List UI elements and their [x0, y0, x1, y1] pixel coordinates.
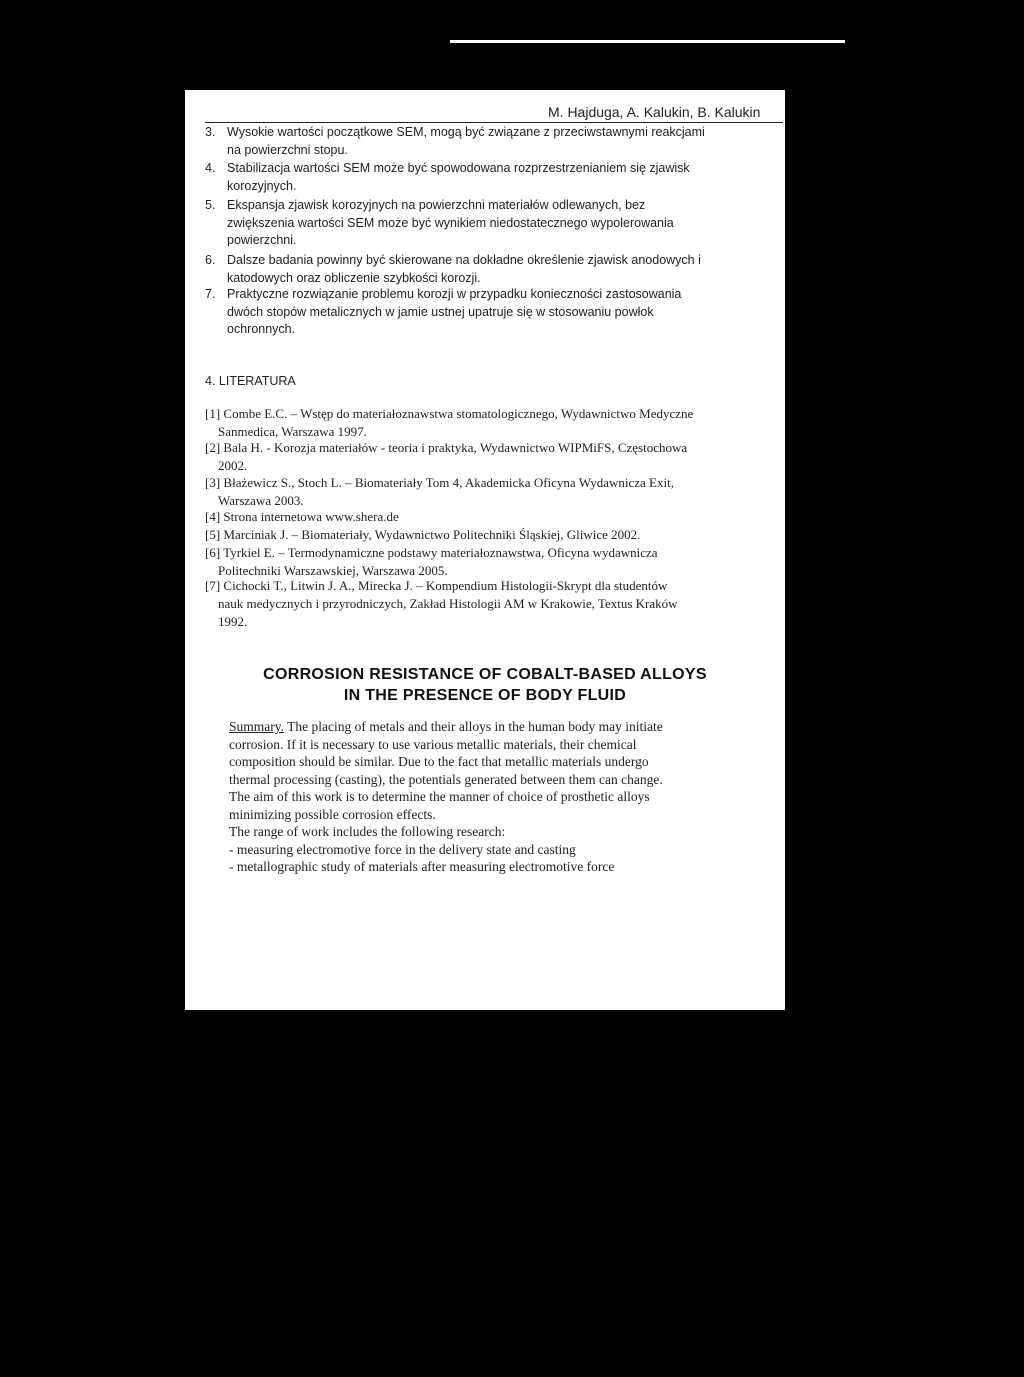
- conclusion-line: ochronnych.: [227, 322, 296, 336]
- reference-line: 1992.: [218, 614, 248, 629]
- reference-4: [205, 508, 399, 526]
- reference-line: [1] Combe E.C. – Wstęp do materiałoznawstwa stomatologicznego, Wydawnictwo Medyczne: [205, 406, 694, 421]
- conclusion-line: korozyjnych.: [227, 178, 297, 193]
- reference-5: [205, 526, 640, 544]
- conclusion-line: powierzchni.: [227, 233, 297, 247]
- reference-line: [6] Tyrkiel E. – Termodynamiczne podstawy materiałoznawstwa, Oficyna wydawnicza: [205, 545, 658, 560]
- english-title-line: IN THE PRESENCE OF BODY FLUID: [343, 687, 627, 704]
- reference-1: [205, 405, 693, 441]
- reference-line: 2002.: [218, 458, 248, 473]
- summary-line: The range of work includes the following research:: [229, 824, 506, 839]
- conclusion-line: Praktyczne rozwiązanie problemu korozji w przypadku konieczności zastosowania: [227, 287, 682, 301]
- summary-label: Summary.: [229, 719, 284, 734]
- conclusion-number: 4.: [205, 161, 216, 175]
- reference-line: [5] Marciniak J. – Biomateriały, Wydawnictwo Politechniki Śląskiej, Gliwice 2002.: [205, 527, 641, 542]
- running-header: M. Hajduga, A. Kalukin, B. Kalukin: [548, 104, 761, 120]
- english-title: [185, 664, 785, 706]
- summary-block: [229, 718, 757, 876]
- summary-text: The placing of metals and their alloys in the human body may initiate: [284, 719, 663, 734]
- reference-line: Politechniki Warszawskiej, Warszawa 2005.: [218, 563, 448, 578]
- reference-3: [205, 474, 674, 510]
- reference-line: [2] Bala H. - Korozja materiałów - teoria i praktyka, Wydawnictwo WIPMiFS, Częstochowa: [205, 440, 688, 455]
- reference-line: nauk medycznych i przyrodniczych, Zakład Histologii AM w Krakowie, Textus Kraków: [218, 596, 678, 611]
- summary-line: composition should be similar. Due to the fact that metallic materials undergo: [229, 754, 649, 769]
- header-rule: [205, 122, 783, 123]
- reference-line: Sanmedica, Warszawa 1997.: [218, 424, 367, 439]
- conclusion-number: 3.: [205, 125, 216, 139]
- conclusion-item-6: [205, 252, 782, 287]
- conclusion-line: Wysokie wartości początkowe SEM, mogą być związane z przeciwstawnymi reakcjami: [227, 125, 705, 139]
- reference-line: [4] Strona internetowa www.shera.de: [205, 509, 399, 524]
- summary-line: The aim of this work is to determine the manner of choice of prosthetic alloys: [229, 789, 650, 804]
- reference-6: [205, 544, 658, 580]
- reference-line: [3] Błażewicz S., Stoch L. – Biomateriały Tom 4, Akademicka Oficyna Wydawnicza Exit,: [205, 475, 674, 490]
- conclusion-line: Stabilizacja wartości SEM może być spowodowana rozprzestrzenianiem się zjawisk: [227, 161, 690, 175]
- conclusion-line: Dalsze badania powinny być skierowane na dokładne określenie zjawisk anodowych i: [227, 253, 701, 267]
- conclusion-line: katodowych oraz obliczenie szybkości korozji.: [227, 270, 481, 285]
- summary-line: minimizing possible corrosion effects.: [229, 806, 436, 822]
- english-title-line: CORROSION RESISTANCE OF COBALT-BASED ALLOYS: [263, 666, 707, 683]
- conclusion-line: dwóch stopów metalicznych w jamie ustnej upatruje się w stosowaniu powłok: [227, 304, 654, 319]
- conclusion-item-5: [205, 197, 782, 250]
- conclusion-number: 7.: [205, 287, 216, 301]
- conclusion-item-7: [205, 286, 782, 339]
- summary-first-line: [229, 718, 757, 736]
- summary-line: - metallographic study of materials after measuring electromotive force: [229, 859, 615, 874]
- literature-heading: 4. LITERATURA: [205, 374, 296, 388]
- conclusion-line: Ekspansja zjawisk korozyjnych na powierzchni materiałów odlewanych, bez: [227, 198, 646, 212]
- conclusion-line: zwiększenia wartości SEM może być wynikiem niedostatecznego wypolerowania: [227, 215, 674, 230]
- reference-line: [7] Cichocki T., Litwin J. A., Mirecka J. – Kompendium Histologii-Skrypt dla studentów: [205, 578, 668, 593]
- conclusion-number: 6.: [205, 253, 216, 267]
- conclusion-line: na powierzchni stopu.: [227, 142, 348, 157]
- reference-line: Warszawa 2003.: [218, 493, 304, 508]
- reference-2: [205, 439, 687, 475]
- summary-line: - measuring electromotive force in the delivery state and casting: [229, 841, 576, 857]
- top-edge-rule: [450, 40, 845, 43]
- conclusion-item-4: [205, 160, 782, 195]
- conclusion-item-3: [205, 124, 782, 159]
- conclusion-number: 5.: [205, 198, 216, 212]
- summary-line: thermal processing (casting), the potentials generated between them can change.: [229, 771, 663, 787]
- summary-line: corrosion. If it is necessary to use various metallic materials, their chemical: [229, 736, 637, 752]
- reference-7: [205, 577, 678, 631]
